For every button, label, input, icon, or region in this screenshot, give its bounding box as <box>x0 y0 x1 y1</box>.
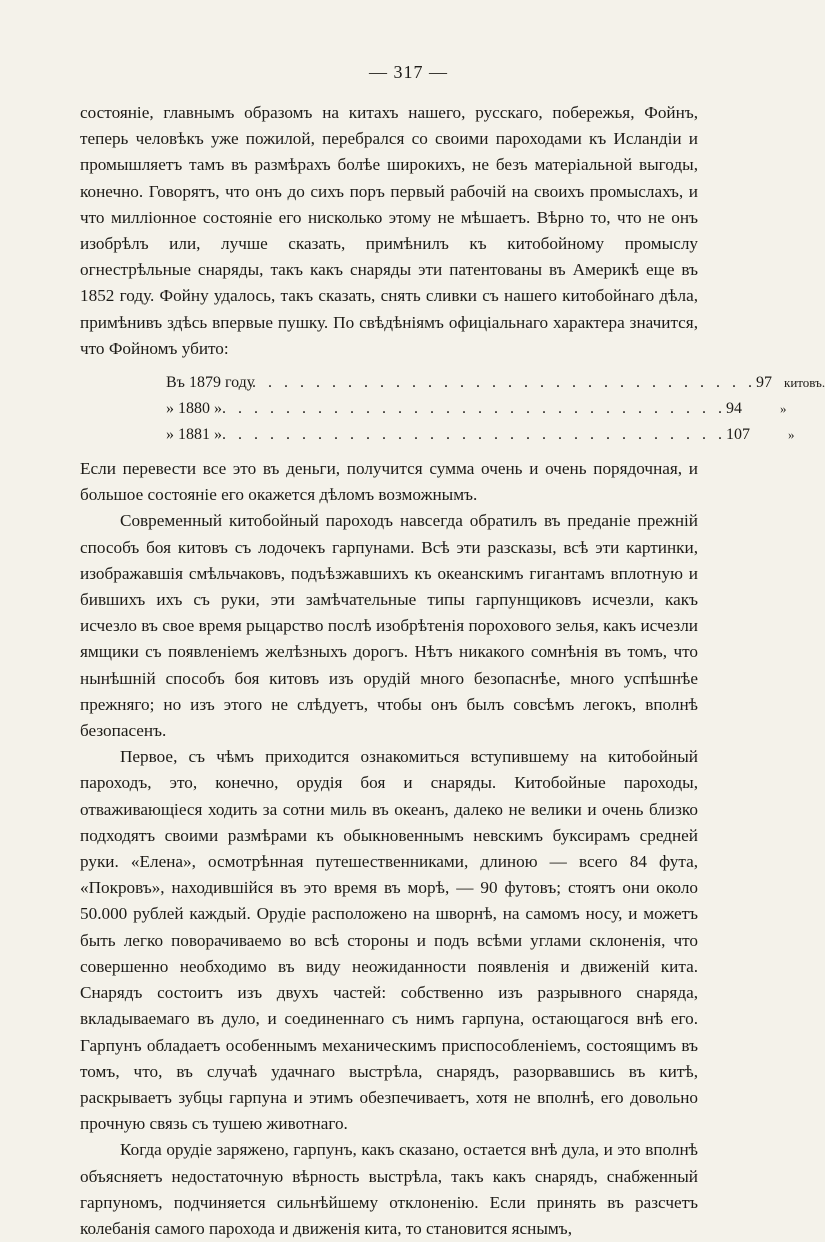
count-cell: 97 <box>756 374 772 392</box>
dot-leader: . . . . . . . . . . . . . . . . . . . . . . . . . . . . . . . . <box>222 400 726 418</box>
year-cell: Въ 1879 году <box>166 374 255 392</box>
page-text <box>80 100 825 1242</box>
unit-cell: китовъ. <box>784 375 825 391</box>
table-row <box>166 422 795 448</box>
table-row <box>166 370 825 396</box>
count-cell: 94 <box>726 400 742 418</box>
year-cell: » 1881 » <box>166 426 222 444</box>
year-cell: » 1880 » <box>166 400 222 418</box>
table-row <box>166 396 787 422</box>
count-cell: 107 <box>726 426 750 444</box>
paragraph: Современный китобойный пароходъ навсегда обратилъ въ преданіе прежній способъ боя китовъ съ лодочекъ гарпунами. Всѣ эти разсказы, всѣ эти картинки, изображавшія смѣльчаковъ, подъѣзжавшихъ къ океанскимъ гигантамъ вплотную и бившихъ ихъ съ руки, эти замѣчательные типы гарпунщиковъ исчезли, какъ исчезло въ свое время рыцарство послѣ изобрѣтенія порохового зелья, какъ исчезли ямщики съ появленіемъ желѣзныхъ дорогъ. Нѣтъ никакого сомнѣнія въ томъ, что нынѣшній способъ боя китовъ изъ орудій много безопаснѣе, много успѣшнѣе прежняго; но изъ этого не слѣдуетъ, чтобы онъ былъ совсѣмъ легокъ, вполнѣ безопасенъ. <box>80 511 698 741</box>
paragraph: состояніе, главнымъ образомъ на китахъ нашего, русскаго, побережья, Фойнъ, теперь человѣкъ уже пожилой, перебрался со своими пароходами къ Исландіи и промышляетъ тамъ въ размѣрахъ болѣе широкихъ, не безъ матеріальной выгоды, конечно. Говорятъ, что онъ до сихъ поръ первый рабочій на своихъ промыслахъ, и что милліонное состояніе его нисколько этому не мѣшаетъ. Вѣрно то, что не онъ изобрѣлъ или, лучше сказать, примѣнилъ къ китобойному промыслу огнестрѣльные снаряды, такъ какъ снаряды эти патентованы въ Америкѣ еще въ 1852 году. Фойну удалось, такъ сказать, снять сливки съ нашего китобойнаго дѣла, примѣнивъ здѣсь впервые пушку. По свѣдѣніямъ офиціальнаго характера значится, что Фойномъ убито: <box>80 103 698 358</box>
dot-leader: . . . . . . . . . . . . . . . . . . . . . . . . . . . . . . . . <box>222 426 726 444</box>
dot-leader: . . . . . . . . . . . . . . . . . . . . . . . . . . . . . . . . <box>252 374 756 392</box>
paragraph: Первое, съ чѣмъ приходится ознакомиться вступившему на китобойный пароходъ, это, конечно, орудія боя и снаряды. Китобойные пароходы, отваживающіеся ходить за сотни миль въ океанъ, далеко не велики и очень близко подходятъ своими размѣрами къ обыкновеннымъ невскимъ буксирамъ средней руки. «Елена», осмотрѣнная путешественниками, длиною — всего 84 фута, «Покровъ», находившійся въ это время въ морѣ, — 90 футовъ; стоятъ они около 50.000 рублей каждый. Орудіе расположено на шворнѣ, на самомъ носу, и можетъ быть легко поворачиваемо во всѣ стороны и подъ всѣми углами склоненія, что совершенно необходимо въ виду неожиданности появленія и движеній кита. Снарядъ состоитъ изъ двухъ частей: собственно изъ разрывного снаряда, вкладываемаго въ дуло, и соединеннаго съ нимъ гарпуна, остающагося внѣ его. Гарпунъ обладаетъ особеннымъ механическимъ приспособленіемъ, состоящимъ въ томъ, что, въ случаѣ удачнаго выстрѣла, снарядъ, разорвавшись въ китѣ, раскрываетъ зубцы гарпуна и этимъ обезпечиваетъ, хотя не вполнѣ, его довольно прочную связь съ тушею животнаго. <box>80 747 698 1134</box>
paragraph: Если перевести все это въ деньги, получится сумма очень и очень порядочная, и большое состояніе его окажется дѣломъ возможнымъ. <box>80 459 698 505</box>
unit-cell: » <box>780 401 787 417</box>
paragraph: Когда орудіе заряжено, гарпунъ, какъ сказано, остается внѣ дула, и это вполнѣ объясняетъ недостаточную вѣрность выстрѣла, такъ какъ снарядъ, снабженный гарпуномъ, подчиняется сильнѣйшему отклоненію. Если принять въ разсчетъ колебанія самого парохода и движенія кита, то становится яснымъ, <box>80 1140 698 1238</box>
page-number: — 317 — <box>369 62 448 82</box>
whale-catch-table <box>166 370 825 448</box>
unit-cell: » <box>788 427 795 443</box>
